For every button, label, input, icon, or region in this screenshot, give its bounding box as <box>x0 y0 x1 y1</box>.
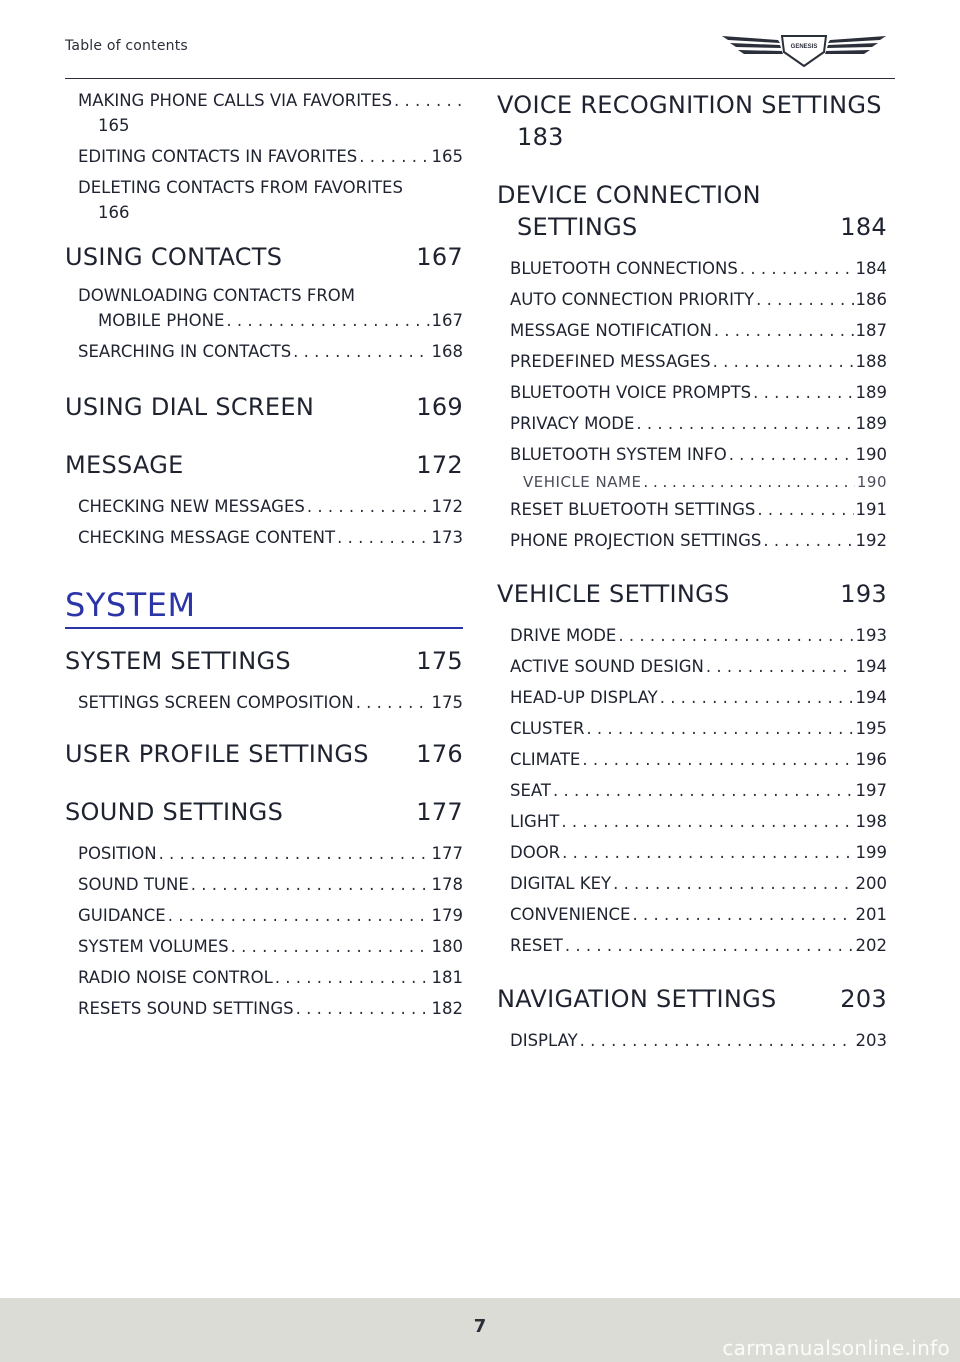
section-rule <box>65 627 463 629</box>
toc-entry[interactable]: BLUETOOTH SYSTEM INFO . . . 190 <box>497 439 887 470</box>
toc-entry[interactable]: CONVENIENCE . . . 201 <box>497 899 887 930</box>
toc-entry[interactable]: SEARCHING IN CONTACTS . . . 168 <box>65 336 463 367</box>
toc-entry[interactable]: EDITING CONTACTS IN FAVORITES . . . 165 <box>65 141 463 172</box>
toc-entry[interactable]: CHECKING MESSAGE CONTENT . . . 173 <box>65 522 463 553</box>
section-title: SYSTEM <box>65 586 196 624</box>
logo-text: GENESIS <box>790 44 818 50</box>
toc-entry[interactable]: LIGHT . . . 198 <box>497 806 887 837</box>
page-header <box>65 0 895 79</box>
toc-entry[interactable]: SETTINGS SCREEN COMPOSITION . . . 175 <box>65 687 463 718</box>
toc-entry[interactable]: ACTIVE SOUND DESIGN . . . 194 <box>497 651 887 682</box>
toc-entry[interactable]: CLIMATE . . . 196 <box>497 744 887 775</box>
header-title: Table of contents <box>65 38 188 54</box>
toc-chapter[interactable]: USING CONTACTS 167 <box>65 243 463 271</box>
page-footer <box>0 1298 960 1362</box>
toc-entry[interactable]: SEAT . . . 197 <box>497 775 887 806</box>
toc-entry[interactable]: RESETS SOUND SETTINGS . . . 182 <box>65 993 463 1024</box>
toc-entry[interactable]: CLUSTER . . . 195 <box>497 713 887 744</box>
toc-entry[interactable]: DIGITAL KEY . . . 200 <box>497 868 887 899</box>
toc-entry[interactable]: DRIVE MODE . . . 193 <box>497 620 887 651</box>
toc-entry[interactable]: DOOR . . . 199 <box>497 837 887 868</box>
toc-chapter[interactable]: DEVICE CONNECTION SETTINGS 184 <box>497 181 887 241</box>
page-number: 7 <box>473 1316 487 1337</box>
toc-entry[interactable]: PREDEFINED MESSAGES . . . 188 <box>497 346 887 377</box>
toc-entry[interactable]: GUIDANCE . . . 179 <box>65 900 463 931</box>
genesis-logo-icon <box>720 30 888 70</box>
toc-entry[interactable]: SOUND TUNE . . . 178 <box>65 869 463 900</box>
toc-chapter[interactable]: NAVIGATION SETTINGS 203 <box>497 985 887 1013</box>
section-heading <box>65 585 463 629</box>
toc-entry[interactable]: POSITION . . . 177 <box>65 838 463 869</box>
toc-entry[interactable]: SYSTEM VOLUMES . . . 180 <box>65 931 463 962</box>
toc-entry[interactable]: BLUETOOTH CONNECTIONS . . . 184 <box>497 253 887 284</box>
toc-entry[interactable]: PHONE PROJECTION SETTINGS . . . 192 <box>497 525 887 556</box>
toc-entry[interactable]: MESSAGE NOTIFICATION . . . 187 <box>497 315 887 346</box>
toc-entry[interactable]: HEAD-UP DISPLAY . . . 194 <box>497 682 887 713</box>
toc-chapter[interactable]: USING DIAL SCREEN 169 <box>65 393 463 421</box>
toc-entry[interactable]: RESET . . . 202 <box>497 930 887 961</box>
toc-entry[interactable]: MAKING PHONE CALLS VIA FAVORITES . . . 165 <box>65 88 463 138</box>
toc-entry[interactable]: RESET BLUETOOTH SETTINGS . . . 191 <box>497 494 887 525</box>
toc-chapter[interactable]: SOUND SETTINGS 177 <box>65 797 463 826</box>
toc-chapter[interactable]: USER PROFILE SETTINGS 176 <box>65 739 463 768</box>
toc-right-column <box>497 85 887 1056</box>
toc-entry[interactable]: DOWNLOADING CONTACTS FROM MOBILE PHONE . . . 167 <box>65 283 463 333</box>
toc-chapter[interactable]: MESSAGE 172 <box>65 451 463 479</box>
toc-chapter[interactable]: VEHICLE SETTINGS 193 <box>497 580 887 608</box>
toc-chapter[interactable]: VOICE RECOGNITION SETTINGS 183 <box>497 91 882 151</box>
toc-entry[interactable]: BLUETOOTH VOICE PROMPTS . . . 189 <box>497 377 887 408</box>
toc-entry[interactable]: AUTO CONNECTION PRIORITY . . . 186 <box>497 284 887 315</box>
toc-entry[interactable]: PRIVACY MODE . . . 189 <box>497 408 887 439</box>
toc-entry[interactable]: DISPLAY . . . 203 <box>497 1025 887 1056</box>
toc-entry[interactable]: DELETING CONTACTS FROM FAVORITES 166 <box>78 178 403 222</box>
toc-entry[interactable]: RADIO NOISE CONTROL . . . 181 <box>65 962 463 993</box>
toc-entry[interactable]: CHECKING NEW MESSAGES . . . 172 <box>65 491 463 522</box>
toc-chapter[interactable]: SYSTEM SETTINGS 175 <box>65 646 463 675</box>
toc-left-column <box>65 85 463 1024</box>
watermark: carmanualsonline.info <box>722 1336 950 1360</box>
toc-subentry[interactable]: VEHICLE NAME . . . 190 <box>497 470 887 494</box>
